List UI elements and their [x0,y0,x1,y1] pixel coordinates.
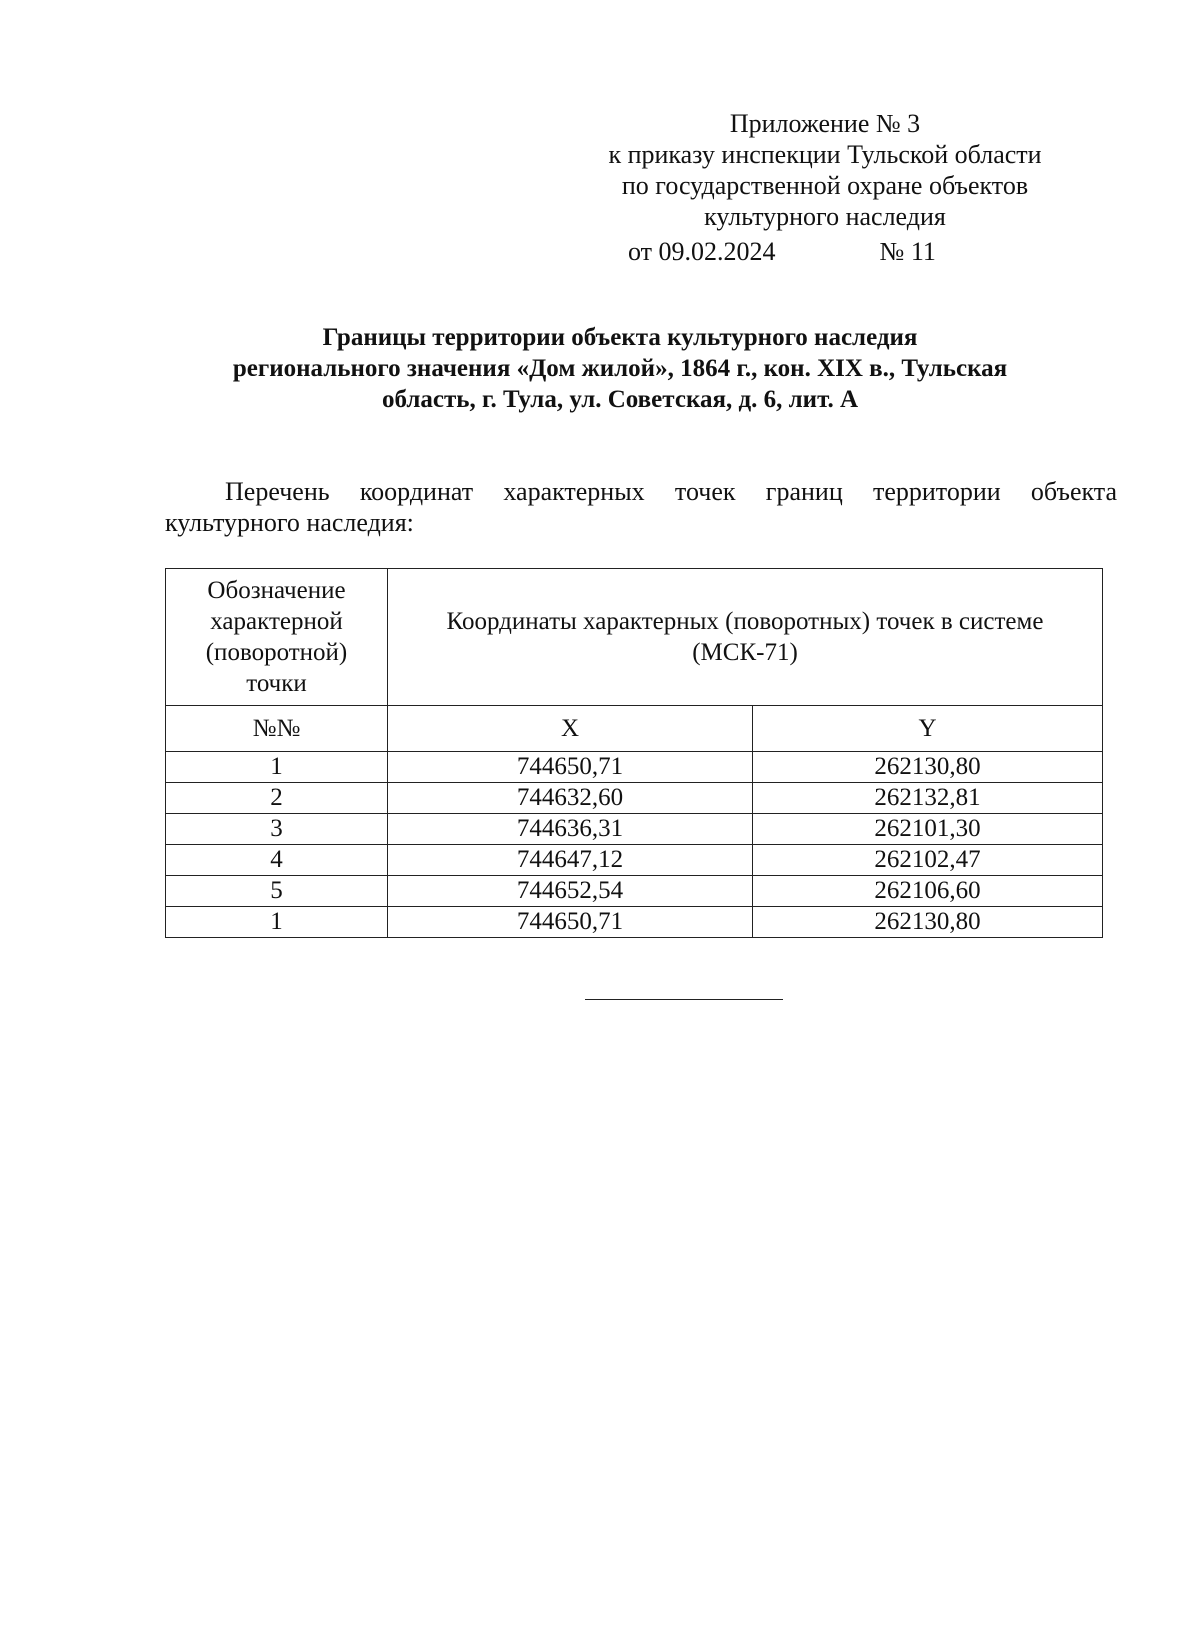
cell-x: 744636,31 [388,814,753,845]
header-point-designation [166,569,388,706]
order-number: № 11 [879,237,936,266]
table-row [166,783,1103,814]
cell-point: 1 [166,752,388,783]
cell-y: 262130,80 [753,752,1103,783]
intro-paragraph [165,476,1117,538]
header-coordinates [388,569,1103,706]
table-row [166,907,1103,938]
table-row [166,752,1103,783]
cell-x: 744632,60 [388,783,753,814]
header-point-line: (поворотной) [205,639,348,666]
table-header-row [166,569,1103,706]
intro-line-1: Перечень координат характерных точек границ территории объекта [225,477,1117,506]
heading-line-2: регионального значения «Дом жилой», 1864 г., кон. XIX в., Тульская [232,355,1008,382]
header-point-line: точки [246,670,307,697]
cell-y: 262102,47 [753,845,1103,876]
appendix-line-2: по государственной охране объектов [621,171,1029,200]
subheader-y: Y [753,706,1103,752]
cell-point: 1 [166,907,388,938]
subheader-num: №№ [166,706,388,752]
intro-line-2: культурного наследия: [165,508,414,537]
header-point-line: характерной [210,608,343,635]
cell-point: 3 [166,814,388,845]
order-date: от 09.02.2024 [628,237,776,266]
cell-x: 744650,71 [388,752,753,783]
header-point-line: Обозначение [207,577,346,604]
cell-x: 744652,54 [388,876,753,907]
heading-line-1: Границы территории объекта культурного наследия [322,324,918,351]
table-row [166,814,1103,845]
cell-x: 744647,12 [388,845,753,876]
coordinates-table [165,568,1103,938]
table-row [166,845,1103,876]
cell-x: 744650,71 [388,907,753,938]
appendix-date-line [560,236,1090,267]
appendix-line-3: культурного наследия [704,202,946,231]
cell-y: 262101,30 [753,814,1103,845]
header-coords-line: Координаты характерных (поворотных) точек в системе [446,608,1044,635]
appendix-line-1: к приказу инспекции Тульской области [608,140,1042,169]
cell-point: 4 [166,845,388,876]
table-row [166,876,1103,907]
cell-y: 262132,81 [753,783,1103,814]
heading-line-3: область, г. Тула, ул. Советская, д. 6, лит. А [381,386,859,413]
table-subheader-row [166,706,1103,752]
appendix-title: Приложение № 3 [729,109,921,138]
cell-point: 2 [166,783,388,814]
document-heading [165,322,1075,415]
cell-y: 262130,80 [753,907,1103,938]
end-divider [585,999,783,1000]
appendix-block [560,108,1090,267]
subheader-x: X [388,706,753,752]
header-coords-line: (МСК-71) [692,639,798,666]
cell-point: 5 [166,876,388,907]
cell-y: 262106,60 [753,876,1103,907]
